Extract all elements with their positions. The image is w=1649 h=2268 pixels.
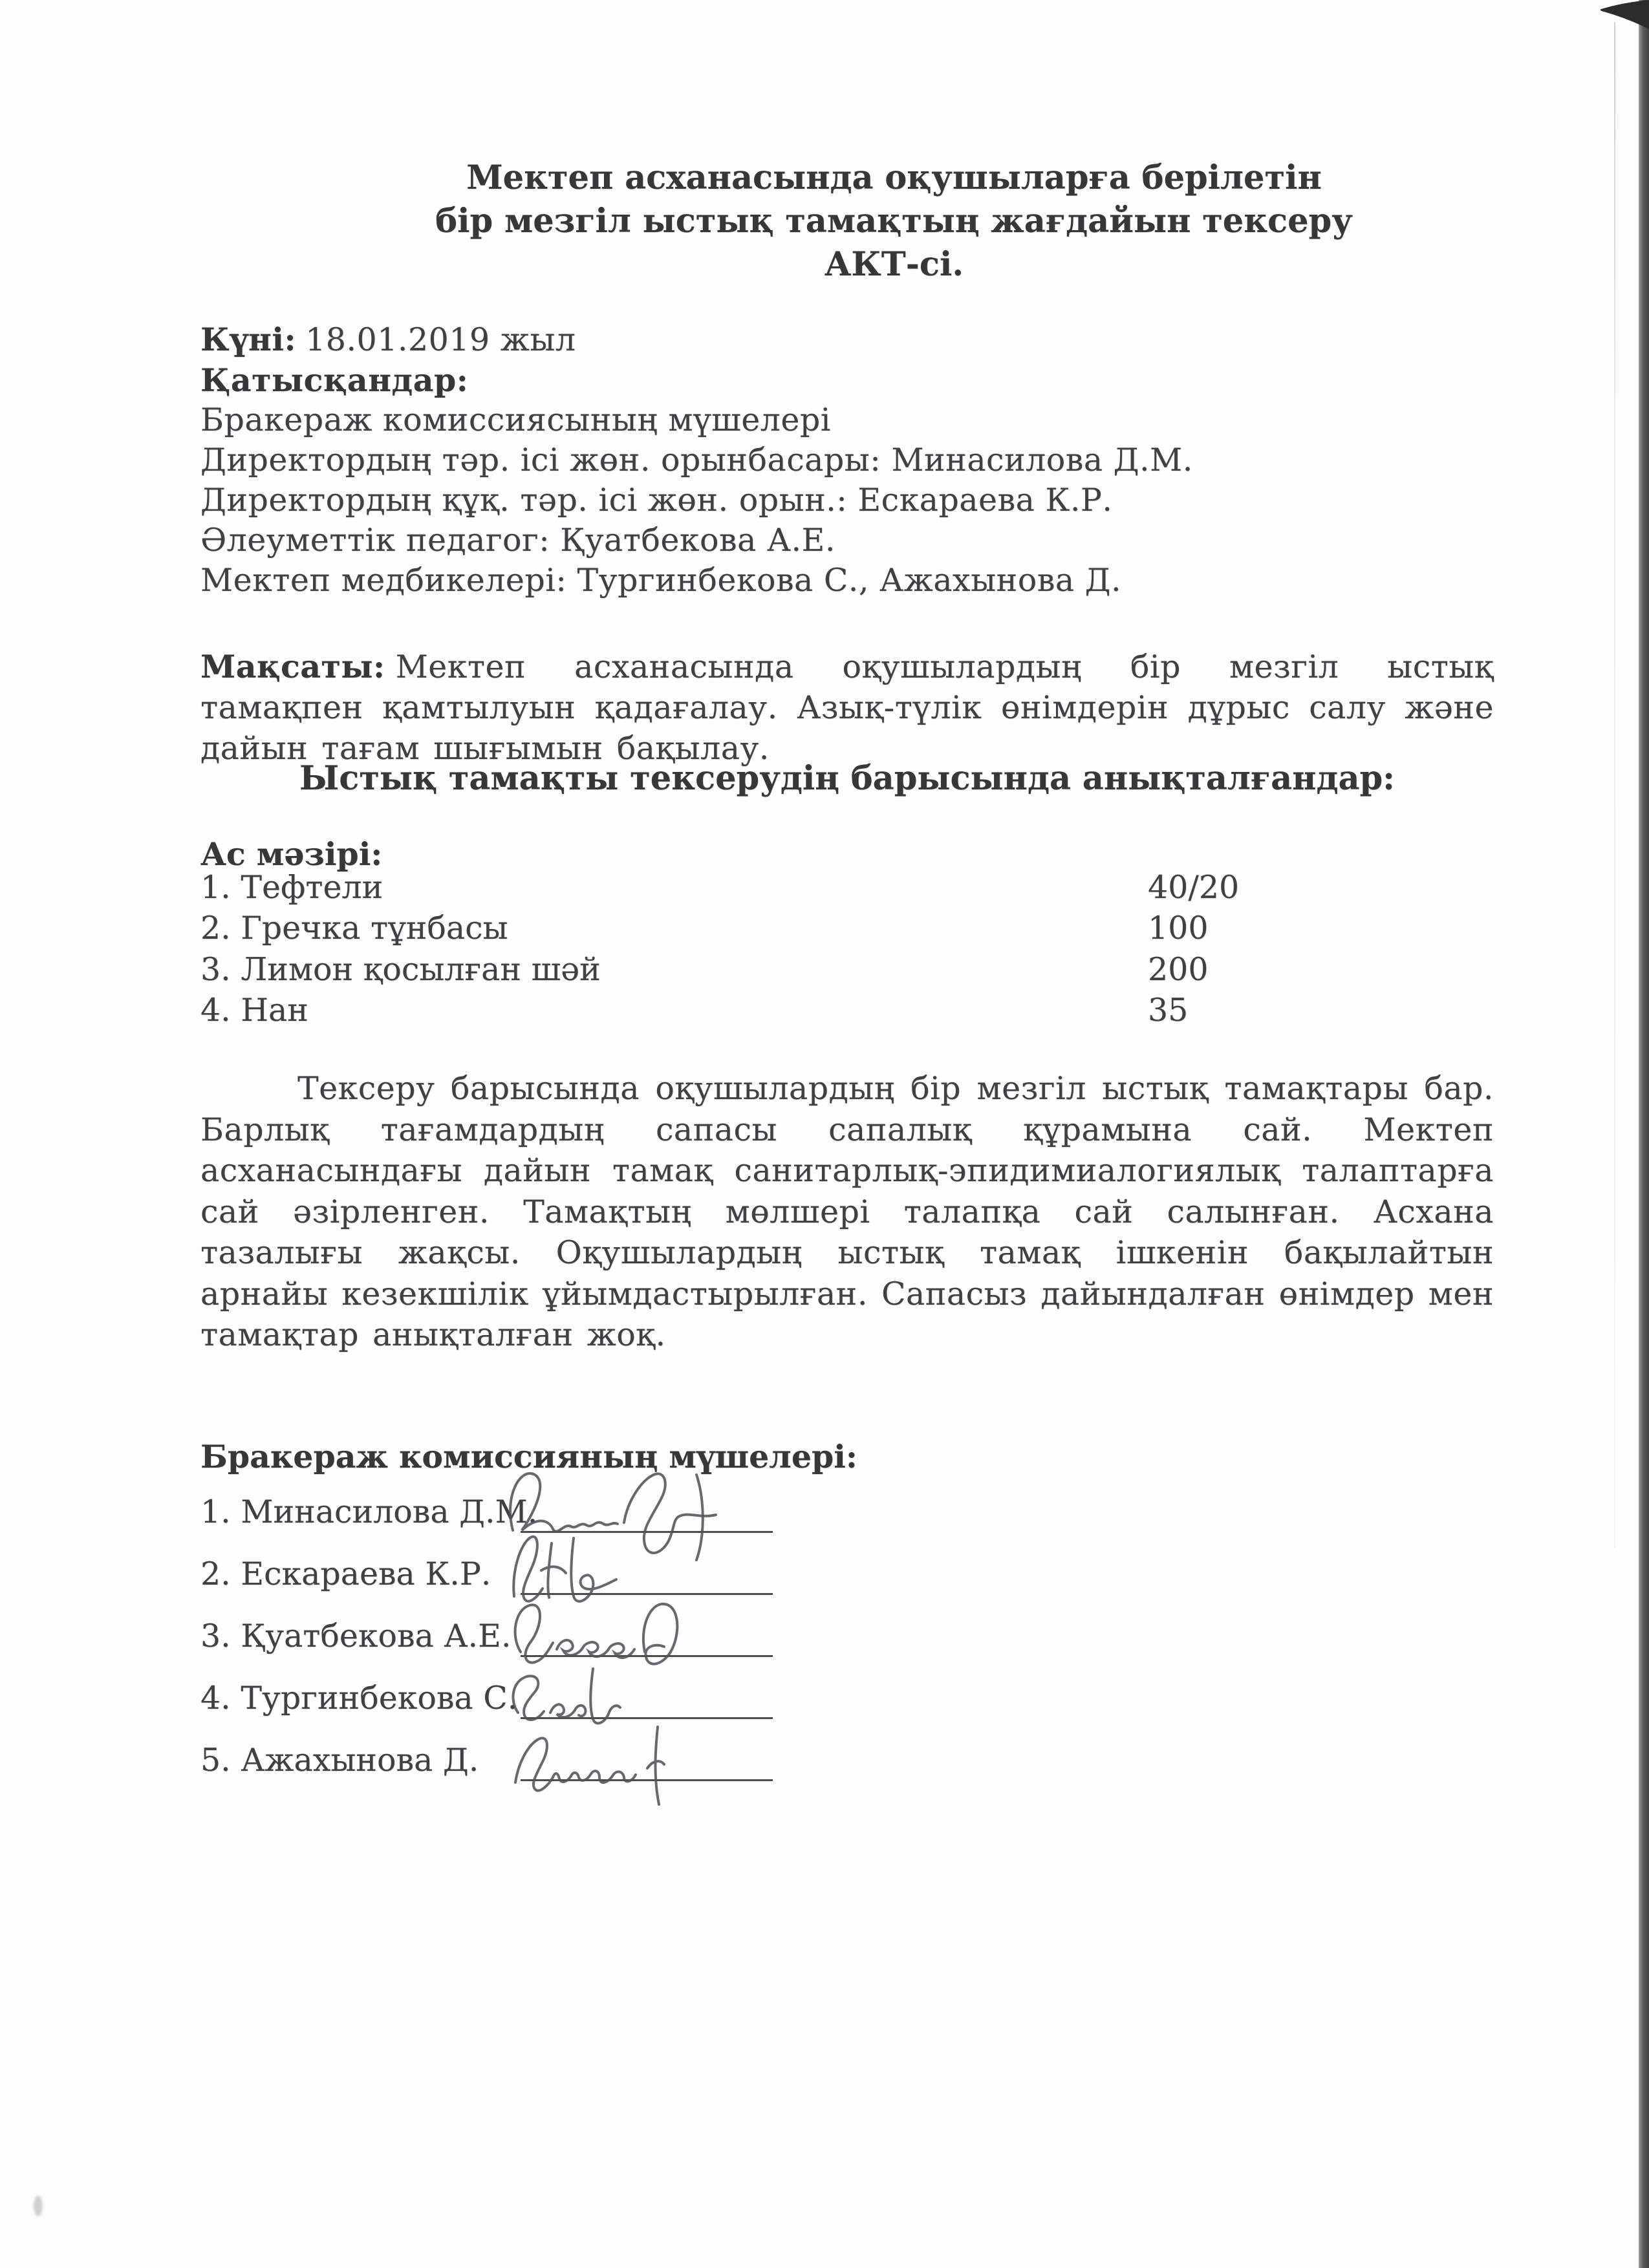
menu-item-row	[200, 910, 1494, 948]
menu-item-row	[200, 869, 1494, 908]
purpose-paragraph	[200, 647, 1494, 769]
date-line	[200, 319, 1526, 360]
title-line-3: АКТ-сі.	[824, 245, 964, 284]
title-line-1: Мектеп асханасында оқушыларға берілетін	[466, 158, 1322, 197]
findings-heading: Ыстық тамақты тексерудің барысында анықталғандар:	[299, 759, 1396, 798]
date-value: 18.01.2019 жыл	[305, 321, 576, 358]
participant-line: Мектеп медбикелері: Тургинбекова С., Ажахынова Д.	[200, 562, 1122, 599]
date-label: Күні:	[200, 321, 297, 358]
menu-item-name: 1. Тефтели	[200, 869, 383, 906]
meta-block	[200, 319, 1526, 601]
purpose-text: Мектеп асханасында оқушылардың бір мезгіл ыстық тамақпен қамтылуын қадағалау. Азық-түлік өнімдерін дұрыс салу және дайын тағам шығымын бақылау.	[200, 648, 1494, 767]
participant-line: Бракераж комиссиясының мүшелері	[200, 401, 831, 438]
signature-stroke	[515, 1738, 636, 1790]
menu-item-name: 2. Гречка тұнбасы	[200, 910, 508, 947]
scan-corner-artifact	[1596, 0, 1649, 30]
participant-line: Директордың құқ. тәр. ісі жөн. орын.: Ескараева К.Р.	[200, 482, 1113, 519]
purpose-label: Мақсаты:	[200, 648, 385, 685]
menu-item-row	[200, 992, 1494, 1031]
member-name: 3. Қуатбекова А.Е.	[200, 1618, 512, 1654]
menu-label: Ас мәзірі:	[200, 835, 383, 873]
participant-line: Директордың тәр. ісі жөн. орынбасары: Минасилова Д.М.	[200, 442, 1193, 478]
menu-item-name: 4. Нан	[200, 992, 308, 1029]
member-name: 1. Минасилова Д.М.	[200, 1493, 538, 1530]
scan-scratch-line	[1614, 22, 1615, 1548]
menu-item-row	[200, 951, 1494, 990]
participants-label: Қатысқандар:	[200, 361, 469, 399]
signature-stroke	[647, 1727, 664, 1804]
menu-item-portion: 35	[1148, 992, 1189, 1029]
scan-speck	[34, 2196, 43, 2216]
menu-item-portion: 40/20	[1148, 869, 1240, 906]
title-line-2: бір мезгіл ыстық тамақтың жағдайын тексеру	[435, 202, 1353, 241]
menu-item-portion: 200	[1148, 951, 1209, 988]
member-name: 4. Тургинбекова С.	[200, 1680, 518, 1717]
scan-edge-shadow	[1639, 0, 1649, 2268]
commission-label: Бракераж комиссияның мүшелері:	[200, 1438, 857, 1475]
signature-azhakhynova	[495, 1706, 818, 1816]
participant-line: Әлеуметтік педагог: Қуатбекова А.Е.	[200, 522, 835, 559]
menu-item-portion: 100	[1148, 910, 1209, 947]
menu-section	[200, 835, 1494, 1049]
inspection-paragraph: Тексеру барысында оқушылардың бір мезгіл ыстық тамақтары бар. Барлық тағамдардың сапасы сапалық құрамына сай. Мектеп асханасындағы дайын тамақ санитарлық-эпидимиалогиялық талаптарға сай әзірленген. Тамақтың мөлшері талапқа сай салынған. Асхана тазалығы жақсы. Оқушылардың ыстық тамақ ішкенін бақылайтын арнайы кезекшілік ұйымдастырылған. Сапасыз дайындалған өнімдер мен тамақтар анықталған жоқ.	[200, 1070, 1494, 1353]
document-title	[223, 156, 1565, 286]
commission-member-row	[200, 1742, 944, 1804]
menu-item-name: 3. Лимон қосылған шәй	[200, 951, 601, 988]
member-name: 5. Ажахынова Д.	[200, 1742, 479, 1779]
member-name: 2. Ескараева К.Р.	[200, 1556, 491, 1592]
